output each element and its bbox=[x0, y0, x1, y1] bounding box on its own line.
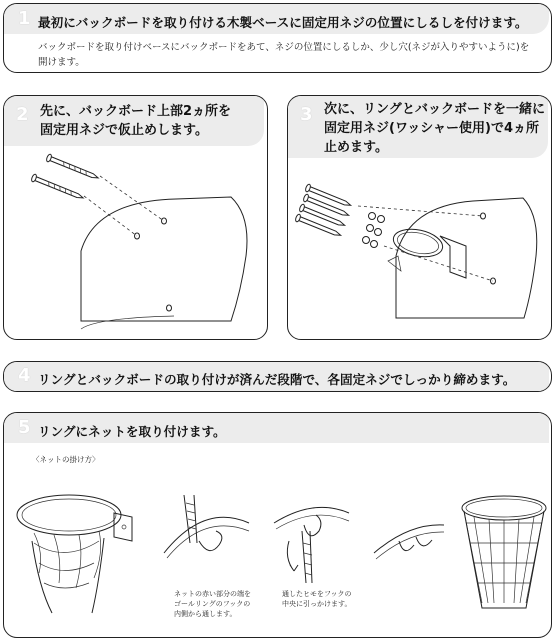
step2-title-line2: 固定用ネジで仮止めします。 bbox=[40, 123, 208, 138]
screw-icon bbox=[31, 174, 85, 202]
step5-caption-1 bbox=[174, 589, 251, 619]
backboard-outline bbox=[81, 197, 247, 321]
step1-body-line2: 開けます。 bbox=[38, 57, 85, 68]
washer-icon bbox=[363, 237, 370, 244]
step3-number: 3 bbox=[300, 104, 313, 125]
step4-title: リングとバックボードの取り付けが済んだ段階で、各固定ネジでしっかり締めます。 bbox=[38, 372, 516, 387]
step5-caption-1-line3: 内側から通します。 bbox=[174, 610, 237, 618]
step1-body bbox=[38, 40, 529, 70]
step1-number: 1 bbox=[18, 8, 31, 29]
step5-caption-1-line1: ネットの赤い部分の端を bbox=[174, 590, 251, 598]
screw-icon bbox=[299, 204, 347, 229]
step5-title: リングにネットを取り付けます。 bbox=[38, 424, 226, 439]
step3-title-line3: 止めます。 bbox=[324, 140, 388, 155]
screw-icon bbox=[46, 154, 100, 182]
washer-icon bbox=[367, 225, 374, 232]
step2-number: 2 bbox=[16, 104, 29, 125]
washer-icon bbox=[378, 216, 385, 223]
step2-title-line1: 先に、バックボード上部2ヵ所を bbox=[40, 104, 232, 119]
guide-line bbox=[358, 206, 483, 216]
step3-title-line2: 固定用ネジ(ワッシャー使用)で4ヵ所 bbox=[324, 121, 540, 136]
step5-subheading: 〈ネットの掛け方〉 bbox=[32, 455, 100, 464]
step5-caption-2-line2: 中央に引っかけます。 bbox=[282, 600, 352, 608]
step5-illustrations bbox=[4, 413, 552, 638]
step4-number: 4 bbox=[18, 365, 31, 386]
hoop-icon bbox=[391, 225, 445, 261]
screw-icon bbox=[295, 214, 343, 239]
guide-line bbox=[384, 246, 493, 281]
step2-panel bbox=[3, 95, 268, 340]
screw-hole-icon bbox=[167, 305, 172, 311]
step5-panel bbox=[3, 412, 552, 638]
hook-detail-icon bbox=[164, 495, 249, 558]
step1-body-line1: バックボードを取り付けベースにバックボードをあて、ネジの位置にしるしか、少し穴(ネジが入りやすいように)を bbox=[38, 42, 530, 53]
step3-title-line1: 次に、リングとバックボードを一緒に bbox=[324, 102, 546, 117]
washer-icon bbox=[371, 241, 378, 248]
step3-illustration bbox=[288, 96, 552, 340]
step5-number: 5 bbox=[18, 417, 31, 438]
hook-detail-icon bbox=[374, 525, 444, 559]
step1-title: 最初にバックボードを取り付ける木製ベースに固定用ネジの位置にしるしを付けます。 bbox=[38, 15, 528, 30]
step5-caption-2 bbox=[282, 589, 352, 609]
step2-illustration bbox=[4, 96, 268, 340]
step3-panel bbox=[287, 95, 552, 340]
hook-detail-icon bbox=[274, 507, 349, 583]
washer-icon bbox=[375, 229, 382, 236]
step5-caption-2-line1: 通したヒモをフックの bbox=[282, 590, 352, 598]
arrow-icon bbox=[287, 541, 298, 571]
step1-panel bbox=[3, 3, 552, 73]
netted-hoop-icon bbox=[462, 496, 546, 608]
washer-icon bbox=[369, 213, 376, 220]
hoop-icon bbox=[17, 495, 132, 613]
screw-hole-icon bbox=[481, 213, 486, 219]
step5-caption-1-line2: ゴールリングのフックの bbox=[174, 600, 251, 608]
bracket-icon bbox=[440, 236, 466, 278]
step4-panel bbox=[3, 361, 552, 392]
